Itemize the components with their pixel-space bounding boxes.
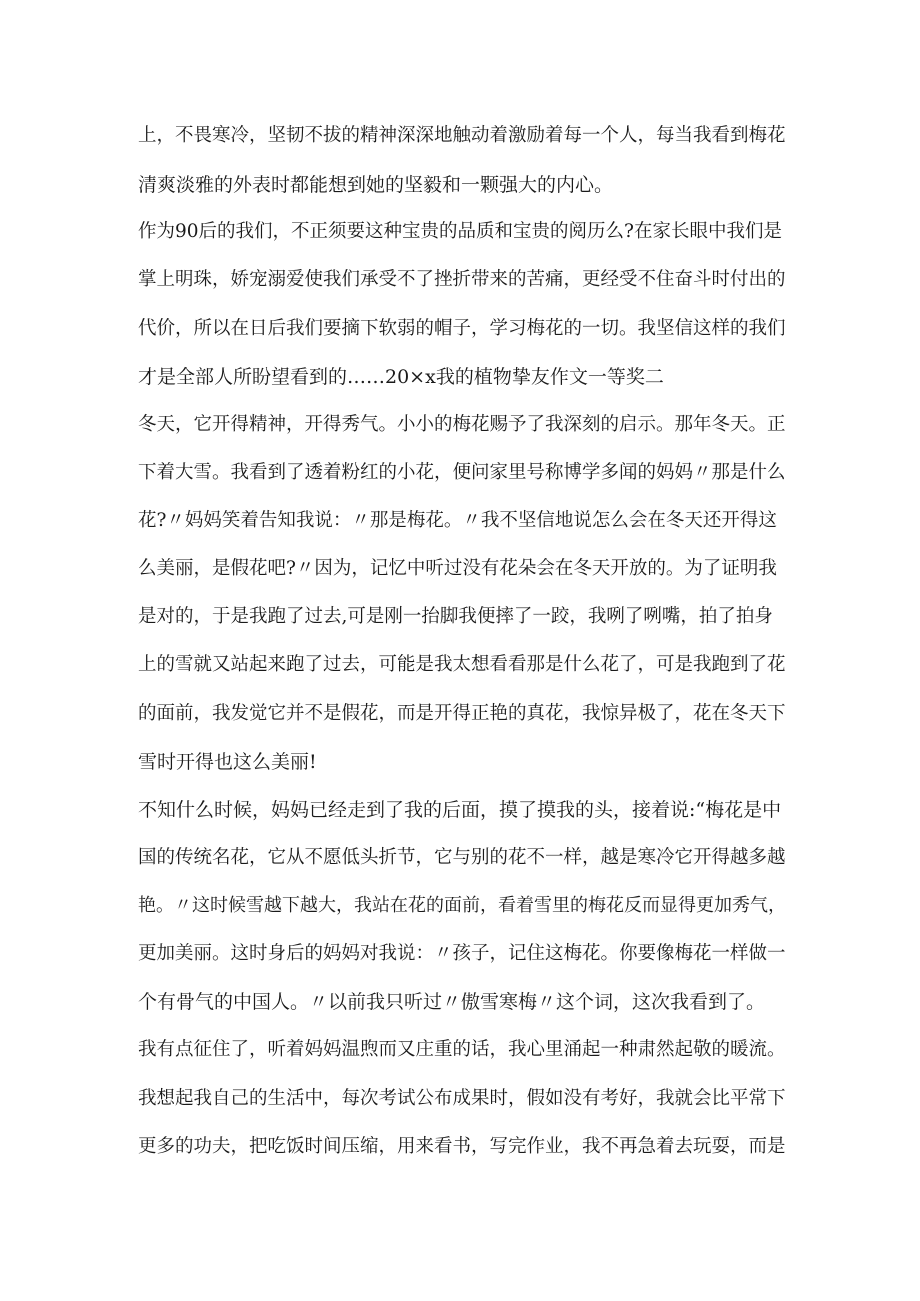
text-line: 上的雪就又站起来跑了过去，可能是我太想看看那是什么花了，可是我跑到了花 xyxy=(138,654,786,675)
text-line: 冬天，它开得精神，开得秀气。小小的梅花赐予了我深刻的启示。那年冬天。正 xyxy=(138,414,786,435)
text-line: 更加美丽。这时身后的妈妈对我说：〃孩子，记住这梅花。你要像梅花一样做一 xyxy=(138,943,786,964)
text-line: 雪时开得也这么美丽! xyxy=(138,751,317,773)
text-line: 我有点征住了，听着妈妈温煦而又庄重的话，我心里涌起一种肃然起敬的暖流。 xyxy=(138,1039,786,1060)
text-line: 艳。〃这时候雪越下越大，我站在花的面前，看着雪里的梅花反而显得更加秀气， xyxy=(138,895,786,916)
text-line: 是对的，于是我跑了过去,可是刚一抬脚我便摔了一跤，我咧了咧嘴，拍了拍身 xyxy=(138,606,773,627)
text-line: 掌上明珠，娇宠溺爱使我们承受不了挫折带来的苦痛，更经受不住奋斗时付出的 xyxy=(138,269,786,290)
text-line: 清爽淡雅的外表时都能想到她的坚毅和一颗强大的内心。 xyxy=(138,174,614,196)
text-line: 更多的功夫，把吃饭时间压缩，用来看书，写完作业，我不再急着去玩耍，而是 xyxy=(138,1136,786,1157)
text-line: 国的传统名花，它从不愿低头折节，它与别的花不一样，越是寒冷它开得越多越 xyxy=(138,847,786,868)
text-line: 我想起我自己的生活中，每次考试公布成果时，假如没有考好，我就会比平常下 xyxy=(138,1088,786,1109)
text-line: 不知什么时候，妈妈已经走到了我的后面，摸了摸我的头，接着说:“梅花是中 xyxy=(138,799,782,821)
text-line: 下着大雪。我看到了透着粉红的小花，便问家里号称博学多闻的妈妈〃那是什么 xyxy=(138,462,786,483)
text-line: 代价，所以在日后我们要摘下软弱的帽子，学习梅花的一切。我坚信这样的我们 xyxy=(138,318,786,339)
text-line: 作为90后的我们，不正须要这种宝贵的品质和宝贵的阅历么?在家长眼中我们是 xyxy=(138,221,782,242)
text-line: 才是全部人所盼望看到的……20×x我的植物挚友作文一等奖二 xyxy=(138,366,664,388)
text-line: 个有骨气的中国人。〃以前我只听过〃傲雪寒梅〃这个词，这次我看到了。 xyxy=(138,991,766,1013)
text-line: 上，不畏寒冷，坚韧不拔的精神深深地触动着激励着每一个人，每当我看到梅花 xyxy=(138,125,786,146)
text-line: 的面前，我发觉它并不是假花，而是开得正艳的真花，我惊异极了，花在冬天下 xyxy=(138,703,786,724)
text-line: 花?〃妈妈笑着告知我说：〃那是梅花。〃我不坚信地说怎么会在冬天还开得这 xyxy=(138,510,777,531)
text-line: 么美丽，是假花吧?〃因为，记忆中听过没有花朵会在冬天开放的。为了证明我 xyxy=(138,558,777,579)
